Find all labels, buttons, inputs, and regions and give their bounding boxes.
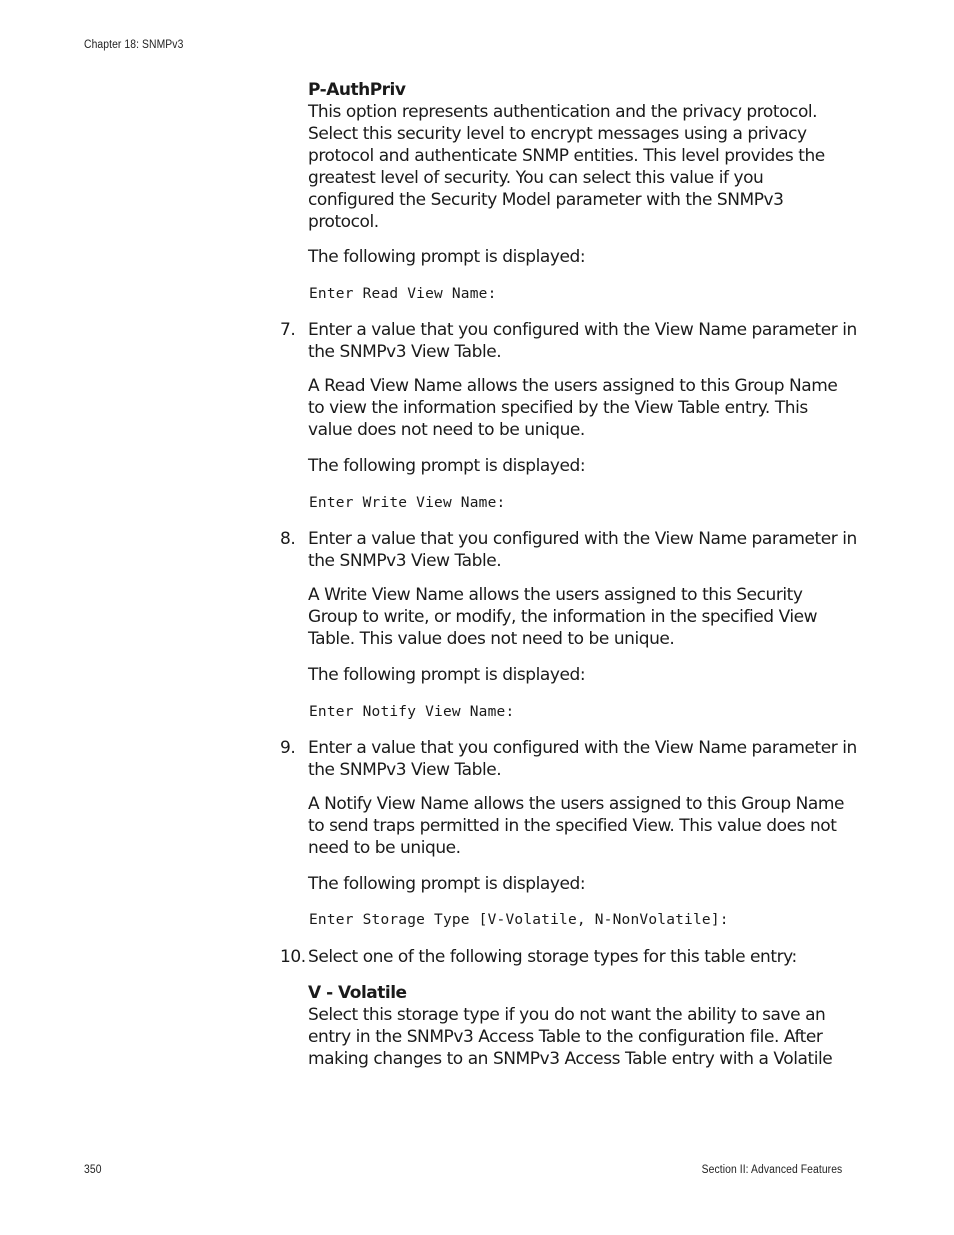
code-prompt-write-view: Enter Write View Name:: [309, 495, 506, 511]
code-prompt-read-view: Enter Read View Name:: [309, 286, 497, 302]
step-8-description: [308, 584, 817, 650]
step-number: 7.: [280, 320, 296, 340]
v-volatile-description: [308, 1004, 832, 1070]
text-line: value does not need to be unique.: [308, 420, 585, 440]
text-line: the SNMPv3 View Table.: [308, 342, 502, 362]
step-number: 9.: [280, 738, 296, 758]
step-10-text: Select one of the following storage types for this table entry:: [308, 947, 797, 967]
text-line: A Write View Name allows the users assigned to this Security: [308, 585, 803, 605]
text-line: Enter a value that you configured with the View Name parameter in: [308, 738, 857, 758]
prompt-intro: The following prompt is displayed:: [308, 665, 586, 685]
text-line: protocol and authenticate SNMP entities. This level provides the: [308, 146, 825, 166]
text-line: entry in the SNMPv3 Access Table to the configuration file. After: [308, 1027, 823, 1047]
text-line: the SNMPv3 View Table.: [308, 760, 502, 780]
text-line: need to be unique.: [308, 838, 461, 858]
step-9-text: [308, 737, 857, 781]
step-7-description: [308, 375, 837, 441]
prompt-intro: The following prompt is displayed:: [308, 874, 586, 894]
code-prompt-notify-view: Enter Notify View Name:: [309, 704, 515, 720]
text-line: making changes to an SNMPv3 Access Table entry with a Volatile: [308, 1049, 833, 1069]
text-line: configured the Security Model parameter with the SNMPv3: [308, 190, 784, 210]
text-line: the SNMPv3 View Table.: [308, 551, 502, 571]
text-line: Table. This value does not need to be unique.: [308, 629, 675, 649]
running-header: Chapter 18: SNMPv3: [84, 39, 184, 51]
text-line: Enter a value that you configured with the View Name parameter in: [308, 529, 857, 549]
code-prompt-storage-type: Enter Storage Type [V-Volatile, N-NonVolatile]:: [309, 912, 729, 928]
text-line: Group to write, or modify, the information in the specified View: [308, 607, 818, 627]
text-line: Enter a value that you configured with the View Name parameter in: [308, 320, 857, 340]
p-authpriv-description: [308, 101, 825, 233]
term-v-volatile: V - Volatile: [308, 983, 407, 1003]
page-number: 350: [84, 1164, 102, 1176]
text-line: protocol.: [308, 212, 379, 232]
text-line: This option represents authentication and the privacy protocol.: [308, 102, 818, 122]
text-line: to send traps permitted in the specified View. This value does not: [308, 816, 837, 836]
text-line: greatest level of security. You can select this value if you: [308, 168, 764, 188]
step-7-text: [308, 319, 857, 363]
text-line: A Read View Name allows the users assigned to this Group Name: [308, 376, 838, 396]
step-number: 8.: [280, 529, 296, 549]
step-8-text: [308, 528, 857, 572]
running-footer-section: Section II: Advanced Features: [701, 1164, 842, 1176]
text-line: A Notify View Name allows the users assigned to this Group Name: [308, 794, 844, 814]
text-line: Select this security level to encrypt messages using a privacy: [308, 124, 807, 144]
step-9-description: [308, 793, 844, 859]
text-line: to view the information specified by the View Table entry. This: [308, 398, 808, 418]
prompt-intro: The following prompt is displayed:: [308, 456, 586, 476]
step-number: 10.: [280, 947, 306, 967]
text-line: Select this storage type if you do not want the ability to save an: [308, 1005, 826, 1025]
term-p-authpriv: P-AuthPriv: [308, 80, 406, 100]
prompt-intro: The following prompt is displayed:: [308, 247, 586, 267]
